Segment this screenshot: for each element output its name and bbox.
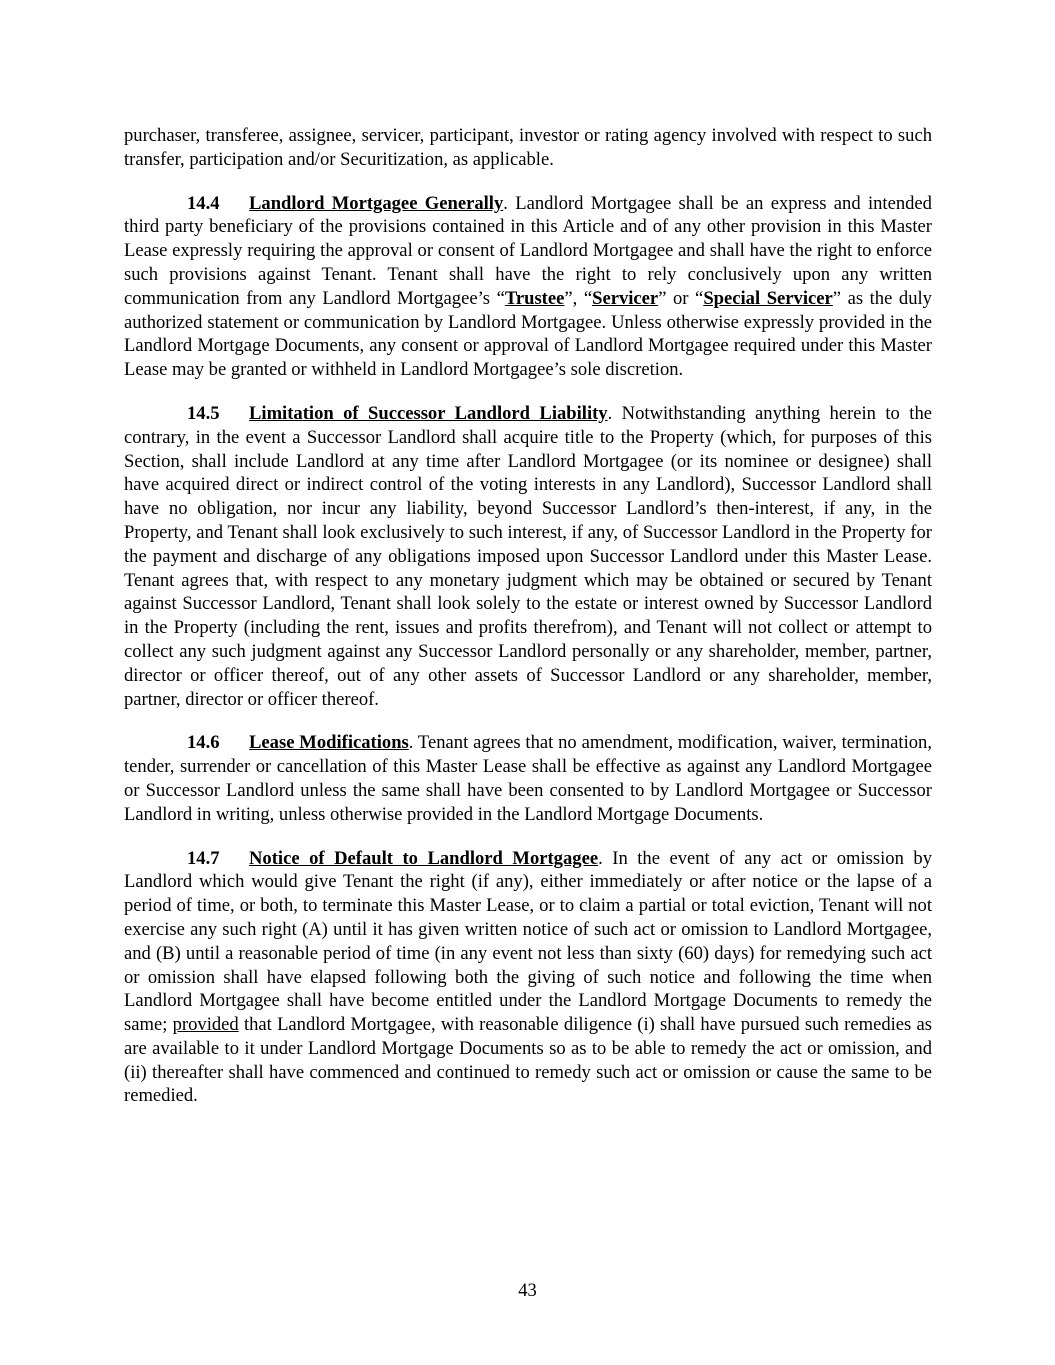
section-text: that Landlord Mortgagee, with reasonable diligence (i) shall have pursued such remedies as are available to it under Landlord Mortgage Documents so as to be able to remedy the act or omission, and (ii) thereafter shall have commenced and continued to remedy such act or omission or cause the same to be remedied.: [124, 1014, 932, 1107]
section-text: ” as the duly authorized statement or communication by Landlord Mortgagee. Unless otherwise expressly provided in the Landlord Mortgage Documents, any consent or approval of Landlord Mortgagee required under this Master Lease may be granted or withheld in Landlord Mortgagee’s sole discretion.: [124, 287, 932, 381]
section-14-6: [124, 731, 932, 826]
section-title: Limitation of Successor Landlord Liability: [249, 402, 608, 424]
section-text: . Tenant agrees that no amendment, modification, waiver, termination, tender, surrender or cancellation of this Master Lease shall be effective as against any Landlord Mortgagee or Successor Landlord unless the same shall have been consented to by Landlord Mortgagee or Successor Landlord in writing, unless otherwise provided in the Landlord Mortgage Documents.: [124, 732, 932, 825]
section-number: 14.5: [187, 402, 220, 424]
defined-term-trustee: Trustee: [504, 287, 565, 309]
section-title: Landlord Mortgagee Generally: [249, 192, 504, 214]
section-title: Notice of Default to Landlord Mortgagee: [249, 847, 599, 869]
section-number: 14.4: [187, 192, 220, 214]
section-text: ”, “: [564, 287, 593, 309]
defined-term-special-servicer: Special Servicer: [703, 287, 833, 309]
page-number: 43: [518, 1280, 537, 1301]
section-text: ” or “: [658, 287, 704, 309]
section-text: . Landlord Mortgagee shall be an express and intended third party beneficiary of the provisions contained in this Article and of any other provision in this Master Lease expressly requiring the approval or consent of Landlord Mortgagee and shall have the right to enforce such provisions against Tenant. Tenant shall have the right to rely conclusively upon any written communication from any Landlord Mortgagee’s “: [124, 192, 932, 309]
section-14-5: [124, 402, 932, 711]
section-number: 14.6: [187, 732, 220, 754]
section-14-7: [124, 847, 932, 1109]
section-14-4: [124, 192, 932, 382]
section-text: . In the event of any act or omission by Landlord which would give Tenant the right (if any), either immediately or after notice or the lapse of a period of time, or both, to terminate this Master Lease, or to claim a partial or total eviction, Tenant will not exercise any such right (A) until it has given written notice of such act or omission to Landlord Mortgagee, and (B) until a reasonable period of time (in any event not less than sixty (60) days) for remedying such act or omission shall have elapsed following both the giving of such notice and following the time when Landlord Mortgagee shall have become entitled under the Landlord Mortgage Documents to remedy the same;: [124, 847, 932, 1036]
section-title: Lease Modifications: [249, 732, 409, 754]
provided-term: provided: [172, 1014, 239, 1036]
section-text: . Notwithstanding anything herein to the contrary, in the event a Successor Landlord shall acquire title to the Property (which, for purposes of this Section, shall include Landlord at any time after Landlord Mortgagee (or its nominee or designee) shall have acquired direct or indirect control of the voting interests in any Landlord), Successor Landlord shall have no obligation, nor incur any liability, beyond Successor Landlord’s then-interest, if any, in the Property, and Tenant shall look exclusively to such interest, if any, of Successor Landlord in the Property for the payment and discharge of any obligations imposed upon Successor Landlord under this Master Lease. Tenant agrees that, with respect to any monetary judgment which may be obtained or secured by Tenant against Successor Landlord, Tenant shall look solely to the estate or interest owned by Successor Landlord in the Property (including the rent, issues and profits therefrom), and Tenant will not collect or attempt to collect any such judgment against any Successor Landlord personally or any shareholder, member, partner, director or officer thereof, out of any other assets of Successor Landlord or any shareholder, member, partner, director or officer thereof.: [124, 402, 932, 710]
defined-term-servicer: Servicer: [592, 287, 659, 309]
section-number: 14.7: [187, 847, 220, 869]
document-page: [124, 124, 932, 1128]
intro-paragraph: purchaser, transferee, assignee, servicer, participant, investor or rating agency involved with respect to such transfer, participation and/or Securitization, as applicable.: [124, 125, 932, 170]
